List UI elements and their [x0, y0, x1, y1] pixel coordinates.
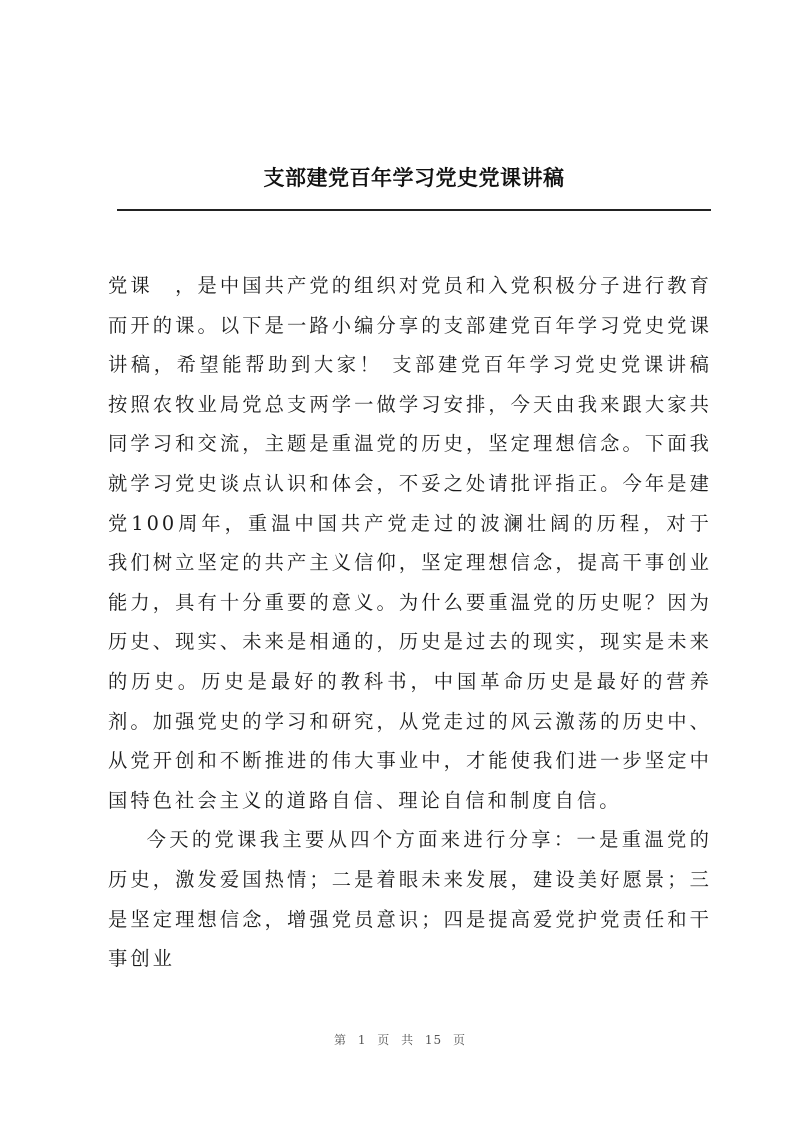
paragraph-2: 今天的党课我主要从四个方面来进行分享：一是重温党的历史，激发爱国热情；二是着眼未来发展，建设美好愿景；三是坚定理想信念，增强党员意识；四是提高爱党护党责任和干事创业 — [108, 828, 712, 971]
document-body — [108, 266, 712, 979]
paragraph-1: 党课 ，是中国共产党的组织对党员和入党积极分子进行教育而开的课。以下是一路小编分享的支部建党百年学习党史党课讲稿，希望能帮助到大家！ 支部建党百年学习党史党课讲稿按照农牧业局党总支两学一做学习安排，今天由我来跟大家共同学习和交流，主题是重温党的历史，坚定理想信念。下面我就学习党史谈点认识和体会，不妥之处请批评指正。今年是建党100周年，重温中国共产党走过的波澜壮阔的历程，对于我们树立坚定的共产主义信仰，坚定理想信念，提高干事创业能力，具有十分重要的意义。为什么要重温党的历史呢？因为历史、现实、未来是相通的，历史是过去的现实，现实是未来的历史。历史是最好的教科书，中国革命历史是最好的营养剂。加强党史的学习和研究，从党走过的风云激荡的历史中、从党开创和不断推进的伟大事业中，才能使我们进一步坚定中国特色社会主义的道路自信、理论自信和制度自信。 — [108, 274, 712, 812]
title-divider — [117, 209, 711, 211]
page-number: 第 1 页 共 15 页 — [334, 1033, 466, 1047]
document-title: 支部建党百年学习党史党课讲稿 — [263, 166, 565, 190]
